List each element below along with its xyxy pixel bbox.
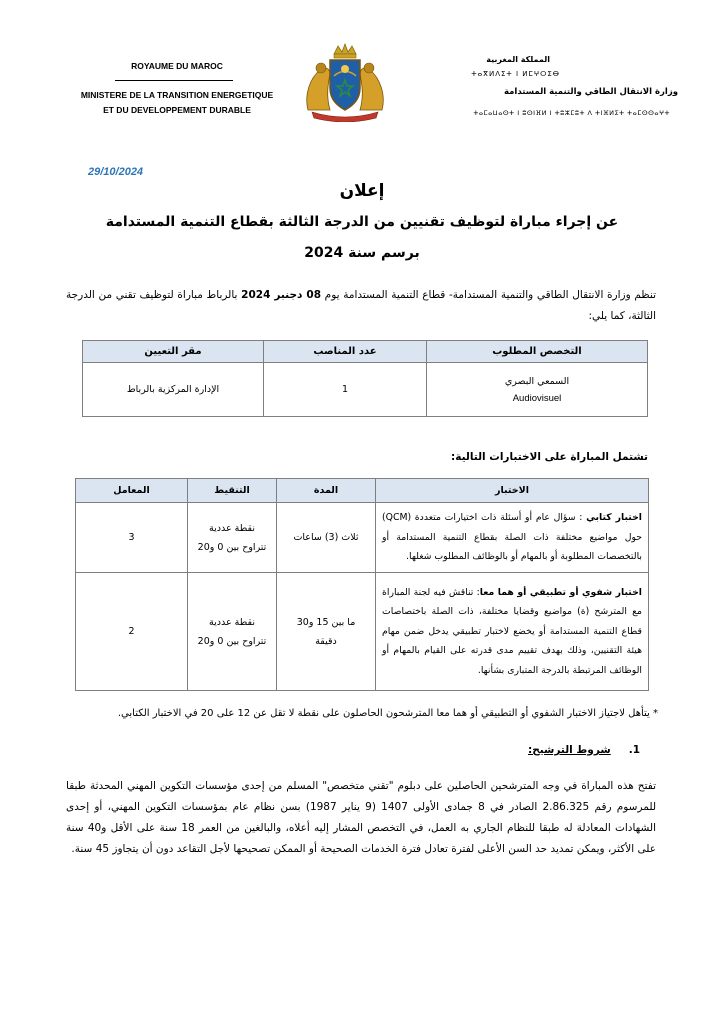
cell-duration: ثلاث (3) ساعات xyxy=(277,503,376,573)
grading-line1: نقطة عددية xyxy=(209,616,255,628)
header-fr-kingdom: ROYAUME DU MAROC xyxy=(131,61,223,71)
cell-duration xyxy=(277,573,376,691)
cell-grading xyxy=(188,503,277,573)
col-specialty: التخصص المطلوب xyxy=(427,341,648,363)
table-row xyxy=(76,573,649,691)
header-fr-ministry-line2: ET DU DEVELOPPEMENT DURABLE xyxy=(103,105,251,115)
duration-line2: دقيقة xyxy=(315,635,337,647)
col-test: الاختبار xyxy=(376,479,649,503)
cell-location: الإدارة المركزية بالرباط xyxy=(83,363,264,417)
announcement-subtitle: عن إجراء مباراة لتوظيف تقنيين من الدرجة الثالثة بقطاع التنمية المستدامة xyxy=(105,214,619,230)
cell-test-oral xyxy=(376,573,649,691)
intro-paragraph xyxy=(66,285,656,327)
table-row xyxy=(83,363,648,417)
specialty-ar: السمعي البصري xyxy=(504,375,570,387)
positions-table xyxy=(82,340,648,417)
header-fr-divider xyxy=(115,80,233,81)
cell-count: 1 xyxy=(264,363,427,417)
header-fr-ministry-line1: MINISTERE DE LA TRANSITION ENERGETIQUE xyxy=(80,90,274,100)
test-desc: : تناقش فيه لجنة المباراة مع المترشح (ة) مواضيع وقضايا مختلفة، ذات الصلة باختصاصات قطاع التنمية المستدامة أو يخضع لاختبار تطبيقي يدخل ضمن مهام هيئة التقنيين، وذلك بهدف تقييم مدى قدرته على القيام بالمهام أو الوظائف المرتبطة بالدرجة المتبارى بشأنها. xyxy=(382,586,642,676)
specialty-fr: Audiovisuel xyxy=(512,392,562,404)
header-ar-ministry: وزارة الانتقال الطاقي والتنمية المستدامة xyxy=(504,87,678,97)
header-tif-kingdom: ⵜⴰⴳⵍⴷⵉⵜ ⵏ ⵍⵎⵖⵔⵉⴱ xyxy=(471,70,560,78)
intro-text-part2: بالرباط مباراة لتوظيف تقني من الدرجة الثالثة، كما يلي: xyxy=(66,289,656,322)
intro-text-part1: تنظم وزارة الانتقال الطاقي والتنمية المستدامة- قطاع التنمية المستدامة يوم xyxy=(321,289,657,301)
cell-specialty xyxy=(427,363,648,417)
section-number: 1. xyxy=(628,744,640,756)
section-title: شروط الترشيح: xyxy=(528,744,611,756)
qualification-note: * يتأهل لاجتياز الاختبار الشفوي أو التطبيقي أو هما معا المترشحون الحاصلون على نقطة لا تقل عن 12 على 20 في الاختبار الكتابي. xyxy=(117,708,658,719)
duration-line1: ما بين 15 و30 xyxy=(296,616,356,628)
test-desc: : سؤال عام أو أسئلة ذات اختيارات متعددة (QCM) حول مواضيع مختلفة ذات الصلة بقطاع التنمية المستدامة أو بالتخصصات المطلوبة أو بالمهام أو بالوظائف المطلوب شغلها. xyxy=(382,512,642,563)
test-label: اختبار شفوي أو تطبيقي أو هما معا xyxy=(479,586,642,598)
grading-line1: نقطة عددية xyxy=(209,522,255,534)
col-coefficient: المعامل xyxy=(76,479,188,503)
conditions-paragraph: تفتح هذه المباراة في وجه المترشحين الحاصلين على دبلوم "تقني متخصص" المسلم من إحدى مؤسسات التكوين المهني المحدثة طبقا للمرسوم رقم 2.86.325 الصادر في 8 جمادى الأولى 1407 (9 يناير 1987) بسن نظام عام بمؤسسات التكوين المهني، أو إحدى الشهادات المعادلة له طبقا للنظام الجاري به العمل، في التخصص المشار إليه أعلاه، والبالغين من العمر 18 سنة على الأقل و40 سنة على الأكثر، ويمكن تمديد حد السن الأعلى لفترة تعادل فترة الخدمات الصحيحة أو الممكن تصحيحها لأجل التقاعد دون أن يتجاوز 45 سنة. xyxy=(66,780,657,855)
document-date: 29/10/2024 xyxy=(88,166,144,178)
tests-table xyxy=(75,478,649,691)
grading-line2: تتراوح بين 0 و20 xyxy=(197,541,267,553)
announcement-title: إعلان xyxy=(339,181,385,201)
cell-coefficient: 3 xyxy=(76,503,188,573)
table-row xyxy=(76,503,649,573)
tests-table-header xyxy=(76,479,649,503)
section-heading xyxy=(400,744,640,756)
cell-test-written xyxy=(376,503,649,573)
intro-date-bold: 08 دجنبر 2024 xyxy=(241,289,322,301)
col-location: مقر التعيين xyxy=(83,341,264,363)
col-count: عدد المناصب xyxy=(264,341,427,363)
tests-heading: تشتمل المباراة على الاختبارات التالية: xyxy=(451,451,648,463)
announcement-year: برسم سنة 2024 xyxy=(304,245,420,261)
cell-coefficient: 2 xyxy=(76,573,188,691)
positions-table-header xyxy=(83,341,648,363)
cell-grading xyxy=(188,573,277,691)
grading-line2: تتراوح بين 0 و20 xyxy=(197,635,267,647)
header-ar-kingdom: المملكة المغربية xyxy=(486,55,550,64)
coat-of-arms-emblem xyxy=(300,40,390,122)
header-tif-ministry: ⵜⴰⵎⴰⵡⴰⵙⵜ ⵏ ⵓⵙⵏⴼⵍ ⵏ ⵜⵓⵣⵎⵓⵜ ⴷ ⵜⵏⴼⵍⵉⵜ ⵜⴰⵎⵙⵙⴰⵖⵜ xyxy=(473,109,670,117)
test-label: اختبار كتابي xyxy=(586,512,642,524)
col-duration: المدة xyxy=(277,479,376,503)
col-grading: التنقيط xyxy=(188,479,277,503)
